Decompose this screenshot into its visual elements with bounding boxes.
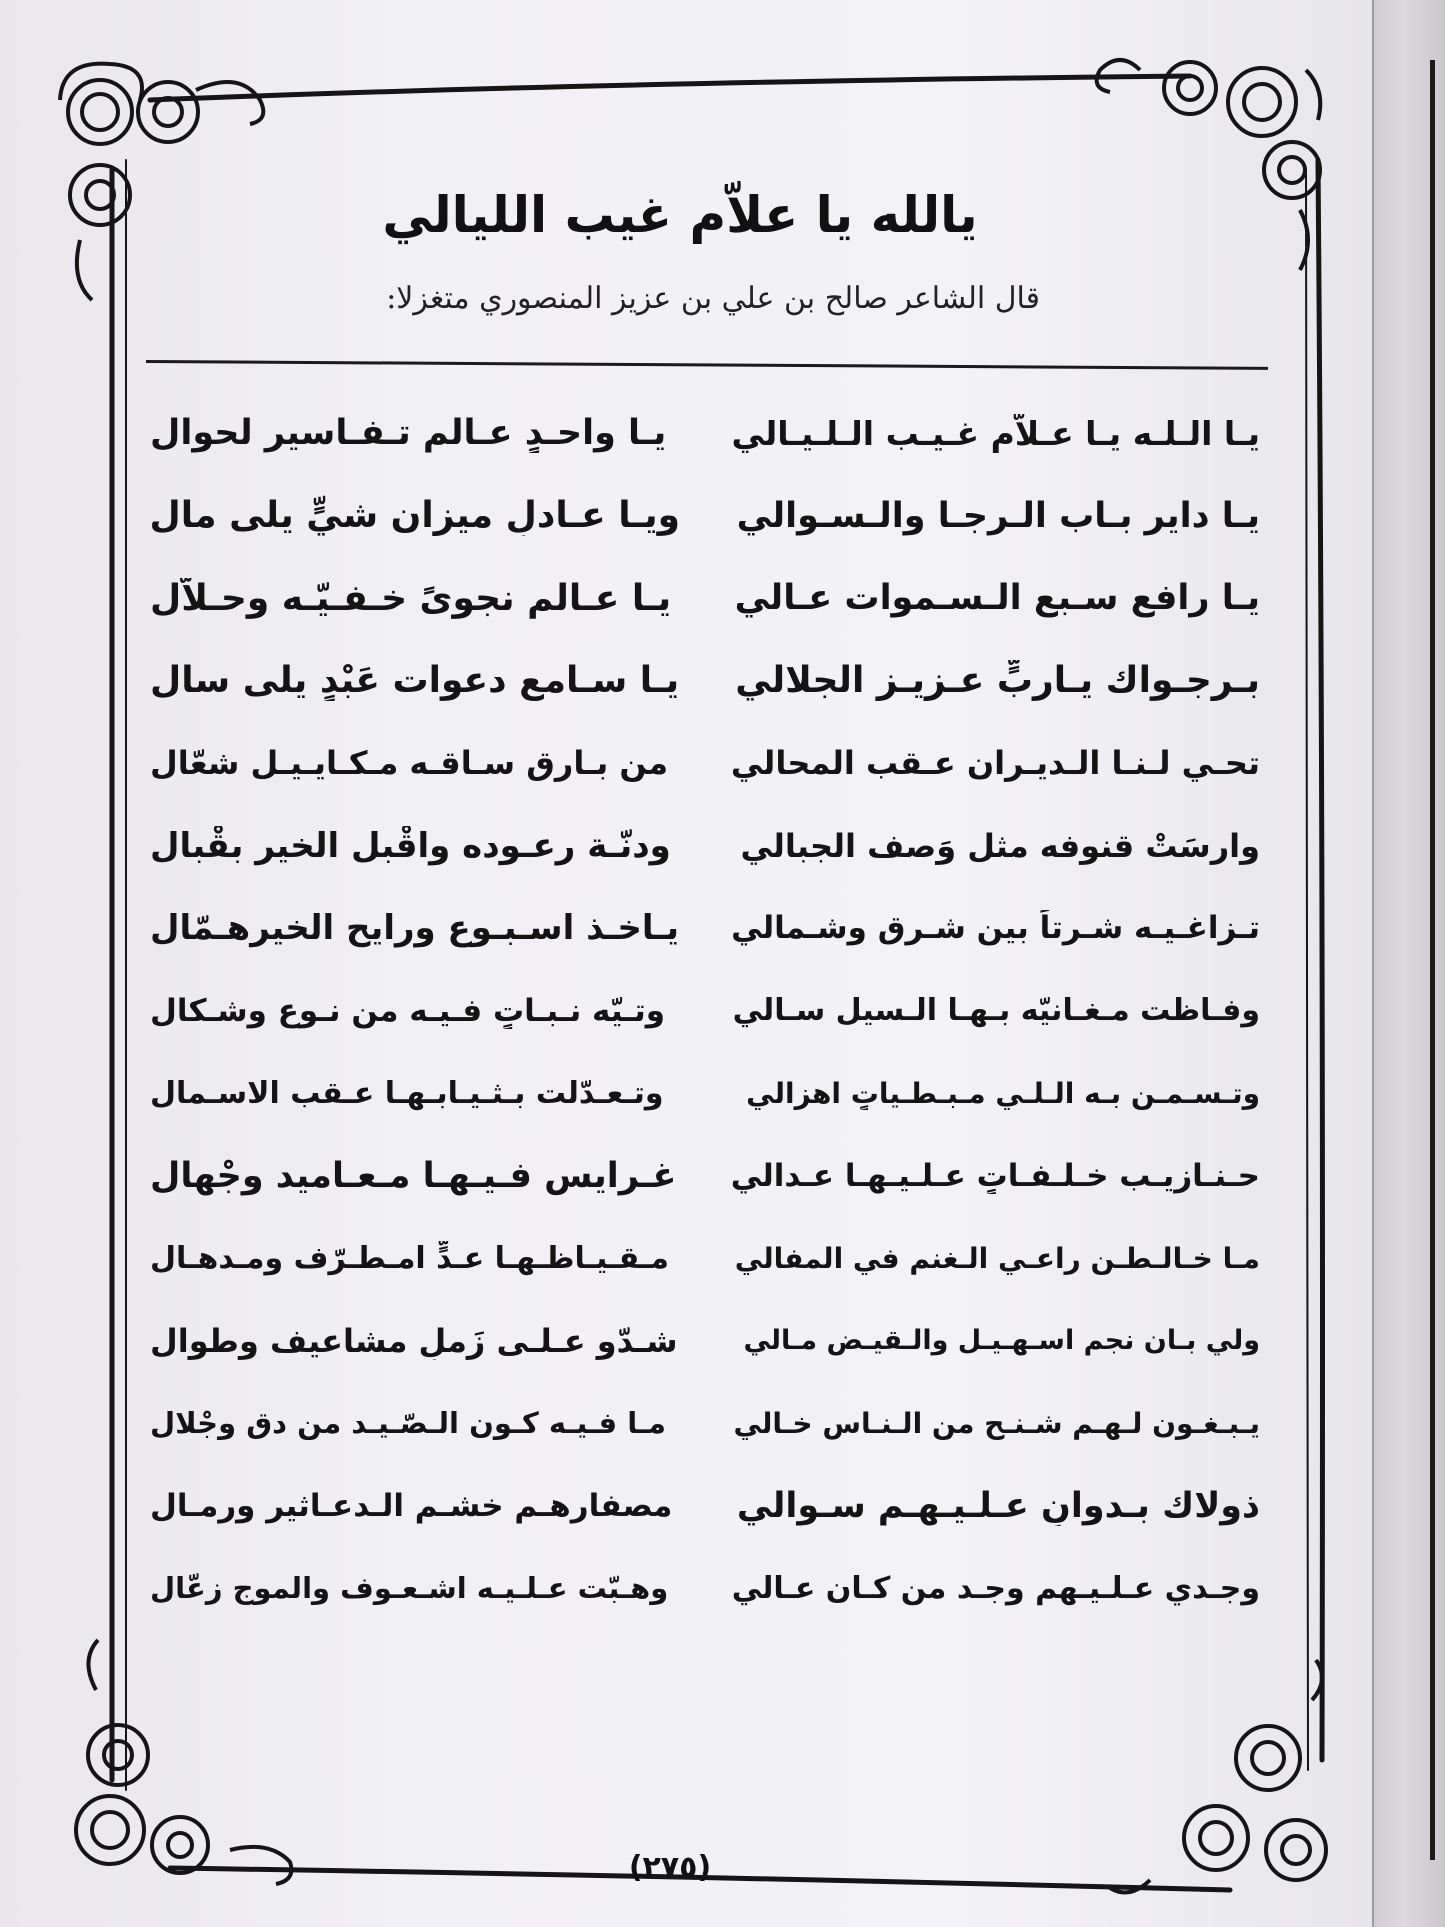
verse-first-hemistich: وتـسـمـن بـه الـلـي مـبـطـياتٍ اهزالي	[746, 1076, 1260, 1110]
verse-second-hemistich: وتـيّه نـبـاتٍ فـيـه من نـوع وشـكال	[150, 992, 665, 1029]
verse-row	[150, 557, 1260, 640]
verse-second-hemistich: مـقـيـاظـهـا عـدٍّ امـطـرّف ومـدهـال	[150, 1240, 669, 1276]
verse-first-hemistich: وفـاظت مـغـانيّه بـهـا الـسيل سـالي	[732, 993, 1260, 1029]
facing-page-border-line	[1430, 60, 1435, 1860]
verse-row	[150, 805, 1260, 888]
verse-row	[150, 475, 1260, 558]
verse-row	[150, 887, 1260, 970]
verse-second-hemistich: يـا سـامع دعوات عَبْدٍ يلى سال	[150, 660, 680, 702]
verse-row	[150, 722, 1260, 805]
verse-row	[150, 1300, 1260, 1383]
verse-first-hemistich: يـا رافعٍ سـبع الـسـموات عـالي	[734, 578, 1260, 619]
verse-row	[150, 1465, 1260, 1548]
verse-second-hemistich: ودنّـة رعـوده واقْبل الخير بقْبال	[150, 825, 671, 866]
verse-row	[150, 1547, 1260, 1630]
verse-row	[150, 640, 1260, 723]
verse-first-hemistich: مـا خـالـطـن راعـي الـغنم في المفالي	[734, 1241, 1260, 1275]
verse-first-hemistich: يـا دايرٍ بـاب الـرجـا والـسـوالي	[736, 495, 1260, 536]
verse-second-hemistich: يـاخـذ اسـبـوع ورايح الخيرهـمّال	[150, 908, 680, 949]
verse-row	[150, 1217, 1260, 1300]
verse-row	[150, 1052, 1260, 1135]
verse-second-hemistich: يـا عـالم نجوىً خـفـيّـه وحـلاّل	[150, 577, 672, 619]
verse-second-hemistich: مـا فـيـه كـون الـصّـيـد من دق وجْلال	[150, 1406, 666, 1441]
page-number: (٢٧٥)	[628, 1850, 712, 1885]
verse-first-hemistich: وارسَتْ قنوفه مثل وَصف الجبالي	[740, 826, 1260, 865]
verse-second-hemistich: وهـبّت عـلـيـه اشـعـوف والموج زعّال	[150, 1571, 669, 1606]
poem-intro: قال الشاعر صالح بن علي بن عزيز المنصوري متغزلا:	[386, 281, 1040, 316]
verse-first-hemistich: حـنـازيـب خـلـفـاتٍ عـلـيـهـا عـدالي	[730, 1157, 1260, 1194]
verse-first-hemistich: يـبـغـون لـهـم شـنـحٍ من الـنـاس خـالي	[733, 1406, 1260, 1440]
verse-second-hemistich: وتـعـدّلت بـثـيـابـهـا عـقب الاسـمال	[150, 1075, 664, 1111]
verse-row	[150, 392, 1260, 475]
verse-first-hemistich: تـزاغـيـه شـرتاً بين شـرق وشـمالي	[731, 910, 1260, 947]
verse-list	[150, 392, 1260, 1630]
poem-title: يالله يا علاّم غيب الليالي	[382, 186, 978, 244]
verse-first-hemistich: ولي بـان نجم اسـهـيـل والـقيـض مـالي	[743, 1325, 1260, 1357]
verse-row	[150, 1382, 1260, 1465]
verse-second-hemistich: يـا واحـدٍ عـالم تـفـاسير لحوال	[150, 413, 667, 454]
verse-first-hemistich: يـا الـلـه يـا عـلاّم غـيـب الـلـيـالي	[731, 413, 1260, 453]
verse-first-hemistich: وجـدي عـلـيـهم وجـد من كـان عـالي	[731, 1570, 1260, 1606]
verse-second-hemistich: شـدّو عـلـى زَملٍ مشاعيف وطوال	[150, 1321, 678, 1360]
verse-second-hemistich: من بـارقٍ سـاقـه مـكـايـيـل شعّال	[150, 744, 669, 783]
verse-first-hemistich: بـرجـواك يـاربٍّ عـزيـز الجلالي	[735, 660, 1260, 702]
verse-second-hemistich: مصفارهـم خشـم الـدعـاثير ورمـال	[150, 1487, 673, 1524]
verse-row	[150, 1135, 1260, 1218]
verse-first-hemistich: ذولاك بـدوانٍ عـلـيـهـم سـوالي	[736, 1485, 1260, 1526]
verse-row	[150, 970, 1260, 1053]
verse-second-hemistich: ويـا عـادلٍ ميزان شيٍّ يلى مال	[150, 495, 680, 537]
verse-second-hemistich: غـرايسٍ فـيـهـا مـعـاميد وجْهال	[150, 1155, 677, 1196]
facing-page-edge	[1372, 0, 1445, 1927]
verse-first-hemistich: تحـي لـنـا الـديـران عـقب المحالي	[730, 744, 1260, 783]
